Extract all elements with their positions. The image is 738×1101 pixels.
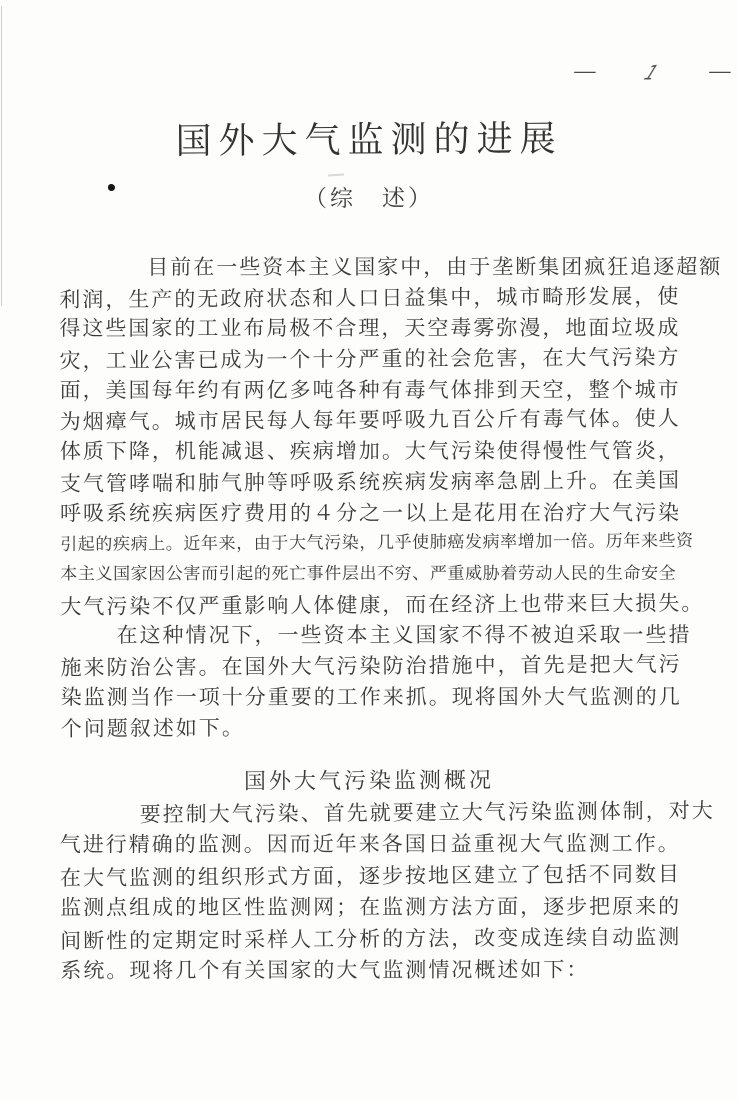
document-title: 国外大气监测的进展 <box>175 118 563 163</box>
manuscript-line: 目前在一些资本主义国家中，由于垄断集团疯狂追逐超额 <box>147 254 723 280</box>
manuscript-line: 要控制大气污染、首先就要建立大气污染监测体制，对大 <box>139 798 715 827</box>
section-heading: 国外大气污染监测概况 <box>243 768 495 795</box>
manuscript-line: 个问题叙述如下。 <box>60 716 245 742</box>
pencil-smudge <box>328 173 344 176</box>
manuscript-line: 系统。现将几个有关国家的大气监测情况概述如下： <box>60 957 590 983</box>
manuscript-line: 为烟瘴气。城市居民每人每年要呼吸九百公斤有毒气体。使人 <box>59 406 681 435</box>
manuscript-line: 灾，工业公害已成为一个十分严重的社会危害，在大气污染方 <box>59 345 681 373</box>
manuscript-line: 引起的疾病上。近年来，由于大气污染，几乎使肺癌发病率增加一倍。历年来些资 <box>60 531 694 556</box>
page-number-dash-left: — <box>573 62 594 82</box>
manuscript-line: 体质下降，机能减退、疾病增加。大气污染使得慢性气管炎， <box>59 438 681 464</box>
body-text-block <box>59 251 723 744</box>
document-subtitle: （综 述） <box>303 185 435 213</box>
manuscript-line: 大气污染不仅严重影响人体健康，而在经济上也带来巨大损失。 <box>60 590 705 619</box>
paragraph-3 <box>59 797 715 988</box>
manuscript-line: 面，美国每年约有两亿多吨各种有毒气体排到天空，整个城市 <box>59 377 681 403</box>
manuscript-line: 监测点组成的地区性监测网；在监测方法方面，逐步把原来的 <box>60 894 682 920</box>
manuscript-line: 在这种情况下，一些资本主义国家不得不被迫采取一些措 <box>116 622 692 648</box>
manuscript-line: 利润，生产的无政府状态和人口日益集中，城市畸形发展，使 <box>59 283 681 312</box>
manuscript-line: 气进行精确的监测。因而近年来各国日益重视大气监测工作。 <box>59 831 681 857</box>
page-number <box>573 60 729 84</box>
manuscript-line: 间断性的定期定时采样人工分析的方法，改变成连续自动监测 <box>60 924 682 953</box>
manuscript-line: 呼吸系统疾病医疗费用的４分之一以上是花用在治疗大气污染 <box>60 500 682 525</box>
manuscript-line: 在大气监测的组织形式方面，逐步按地区建立了包括不同数目 <box>59 861 682 890</box>
page-number-dash-right: — <box>708 62 729 82</box>
manuscript-line: 染监测当作一项十分重要的工作来抓。现将国外大气监测的几 <box>60 684 682 709</box>
manuscript-line: 施来防治公害。在国外大气污染防治措施中，首先是把大气污 <box>60 652 682 680</box>
page-number-value: 1 <box>638 60 664 84</box>
paragraphs-1-2 <box>59 251 723 744</box>
manuscript-line: 支气管哮喘和肺气肿等呼吸系统疾病发病率急剧上升。在美国 <box>59 467 682 496</box>
manuscript-line: 得这些国家的工业布局极不合理，天空毒雾弥漫，地面垃圾成 <box>59 316 681 341</box>
manuscript-line: 本主义国家因公害而引起的死亡事件层出不穷、严重威胁着劳动人民的生命安全 <box>60 563 677 585</box>
